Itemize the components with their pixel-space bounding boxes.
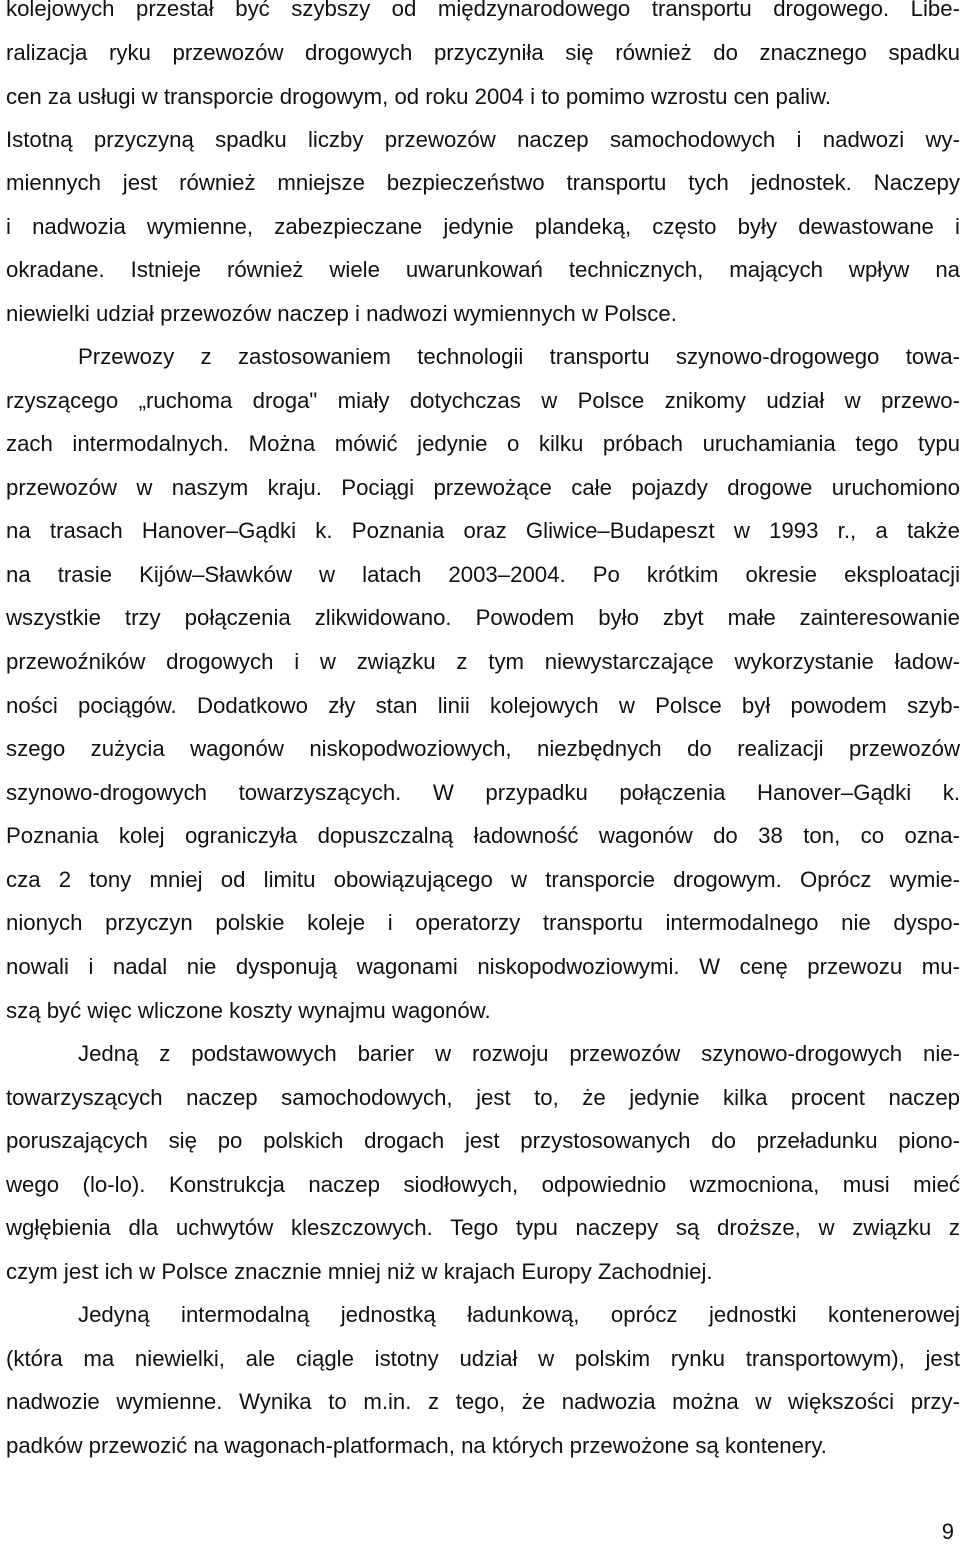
text-line: zach intermodalnych. Można mówić jedynie o kilku próbach uruchamiania tego typu <box>6 431 960 456</box>
text-line: wego (lo-lo). Konstrukcja naczep siodłowych, odpowiednio wzmocniona, musi mieć <box>6 1172 960 1197</box>
text-line: (która ma niewielki, ale ciągle istotny udział w polskim rynku transportowym), jest <box>6 1346 960 1371</box>
text-line: padków przewozić na wagonach-platformach, na których przewożone są kontenery. <box>6 1433 827 1458</box>
text-line: czym jest ich w Polsce znacznie mniej niż w krajach Europy Zachodniej. <box>6 1259 713 1284</box>
text-line: szego zużycia wagonów niskopodwoziowych, niezbędnych do realizacji przewozów <box>6 736 960 761</box>
text-line: Przewozy z zastosowaniem technologii transportu szynowo-drogowego towa- <box>78 344 960 369</box>
text-line: i nadwozia wymienne, zabezpieczane jedynie plandeką, często były dewastowane i <box>6 214 960 239</box>
text-line: okradane. Istnieje również wiele uwarunkowań technicznych, mających wpływ na <box>6 257 960 282</box>
text-line: rzyszącego „ruchoma droga" miały dotychczas w Polsce znikomy udział w przewo- <box>6 388 960 413</box>
text-line: niewielki udział przewozów naczep i nadwozi wymiennych w Polsce. <box>6 301 677 326</box>
text-line: ności pociągów. Dodatkowo zły stan linii kolejowych w Polsce był powodem szyb- <box>6 693 960 718</box>
text-line: nionych przyczyn polskie koleje i operatorzy transportu intermodalnego nie dyspo- <box>6 910 960 935</box>
text-line: Jedną z podstawowych barier w rozwoju przewozów szynowo-drogowych nie- <box>78 1041 960 1066</box>
text-line: towarzyszących naczep samochodowych, jest to, że jedynie kilka procent naczep <box>6 1085 960 1110</box>
text-line: na trasie Kijów–Sławków w latach 2003–2004. Po krótkim okresie eksploatacji <box>6 562 960 587</box>
text-line: kolejowych przestał być szybszy od międzynarodowego transportu drogowego. Libe- <box>6 0 960 21</box>
text-line: cza 2 tony mniej od limitu obowiązującego w transporcie drogowym. Oprócz wymie- <box>6 867 960 892</box>
text-line: cen za usługi w transporcie drogowym, od roku 2004 i to pomimo wzrostu cen paliw. <box>6 84 832 109</box>
text-line: Jedyną intermodalną jednostką ładunkową, oprócz jednostki kontenerowej <box>78 1302 960 1327</box>
text-line: przewozów w naszym kraju. Pociągi przewożące całe pojazdy drogowe uruchomiono <box>6 475 960 500</box>
text-line: wszystkie trzy połączenia zlikwidowano. Powodem było zbyt małe zainteresowanie <box>6 605 960 630</box>
text-line: poruszających się po polskich drogach jest przystosowanych do przeładunku piono- <box>6 1128 960 1153</box>
text-line: szą być więc wliczone koszty wynajmu wagonów. <box>6 998 491 1023</box>
text-line: szynowo-drogowych towarzyszących. W przypadku połączenia Hanover–Gądki k. <box>6 780 960 805</box>
text-line: Istotną przyczyną spadku liczby przewozów naczep samochodowych i nadwozi wy- <box>6 127 960 152</box>
text-line: nadwozie wymienne. Wynika to m.in. z tego, że nadwozia można w większości przy- <box>6 1389 960 1414</box>
text-line: na trasach Hanover–Gądki k. Poznania oraz Gliwice–Budapeszt w 1993 r., a także <box>6 518 960 543</box>
text-line: Poznania kolej ograniczyła dopuszczalną ładowność wagonów do 38 ton, co ozna- <box>6 823 960 848</box>
text-line: wgłębienia dla uchwytów kleszczowych. Tego typu naczepy są droższe, w związku z <box>6 1215 960 1240</box>
text-line: nowali i nadal nie dysponują wagonami niskopodwoziowymi. W cenę przewozu mu- <box>6 954 960 979</box>
page-number: 9 <box>941 1519 954 1544</box>
text-line: przewoźników drogowych i w związku z tym niewystarczające wykorzystanie ładow- <box>6 649 960 674</box>
text-line: miennych jest również mniejsze bezpieczeństwo transportu tych jednostek. Naczepy <box>6 170 960 195</box>
text-line: ralizacja ryku przewozów drogowych przyczyniła się również do znacznego spadku <box>6 40 960 65</box>
